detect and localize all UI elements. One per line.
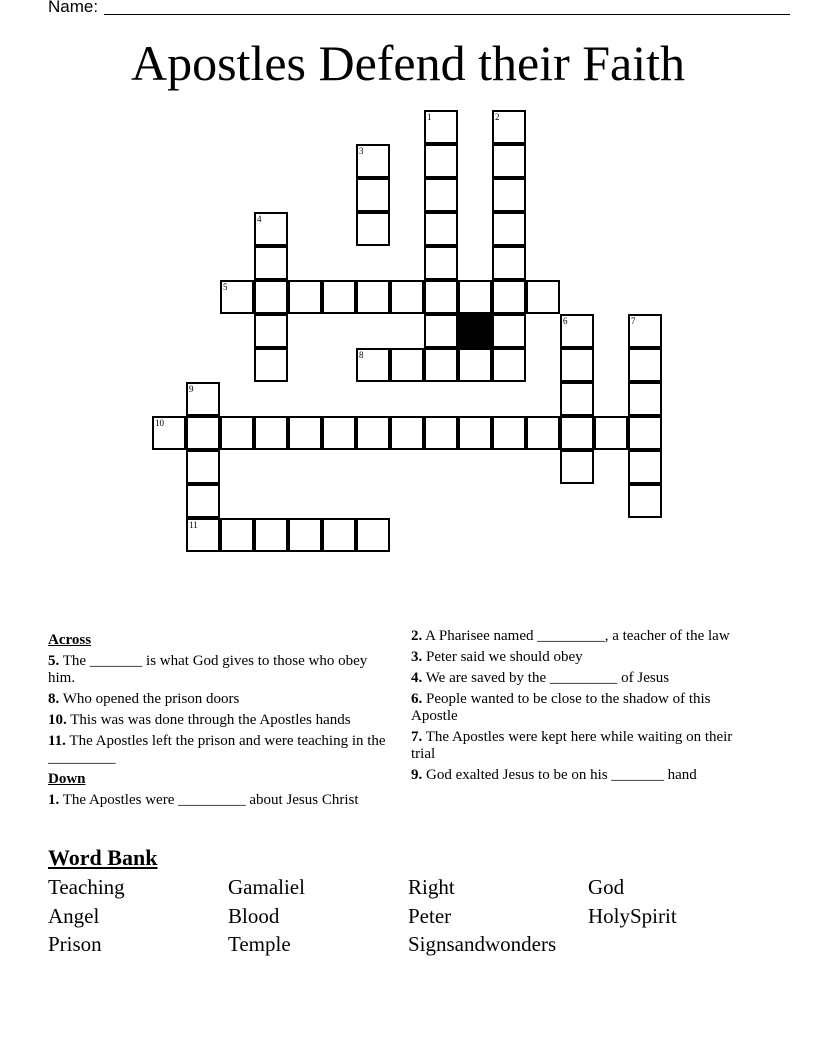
clue-number: 7 [631, 316, 636, 326]
clue-item [48, 733, 393, 767]
word-bank-item: Teaching [48, 875, 125, 899]
crossword-cell[interactable] [220, 416, 254, 450]
crossword-cell[interactable] [288, 280, 322, 314]
crossword-cell[interactable] [390, 416, 424, 450]
crossword-cell-6[interactable] [560, 314, 594, 348]
crossword-cell-8[interactable] [356, 348, 390, 382]
clue-text: A Pharisee named _________, a teacher of the law [422, 628, 730, 644]
crossword-cell[interactable] [254, 314, 288, 348]
crossword-cell[interactable] [424, 144, 458, 178]
clue-number-label: 10. [48, 712, 67, 728]
clue-number-label: 3. [411, 649, 423, 665]
crossword-cell[interactable] [288, 416, 322, 450]
clue-item [411, 649, 756, 666]
crossword-cell[interactable] [424, 314, 458, 348]
clue-item [48, 792, 393, 809]
crossword-cell[interactable] [390, 348, 424, 382]
crossword-cell[interactable] [322, 280, 356, 314]
clue-item [48, 653, 393, 687]
crossword-cell[interactable] [424, 246, 458, 280]
crossword-cell[interactable] [560, 382, 594, 416]
crossword-cell[interactable] [458, 416, 492, 450]
down-clue-list [48, 792, 393, 809]
clue-number: 8 [359, 350, 364, 360]
crossword-cell[interactable] [424, 212, 458, 246]
clue-text: This was was done through the Apostles hands [66, 712, 351, 728]
crossword-cell[interactable] [526, 280, 560, 314]
crossword-cell[interactable] [356, 518, 390, 552]
crossword-cell[interactable] [254, 416, 288, 450]
crossword-cell[interactable] [628, 382, 662, 416]
word-bank-item: Prison [48, 932, 102, 956]
crossword-cell-2[interactable] [492, 110, 526, 144]
clue-text: People wanted to be close to the shadow of this Apostle [411, 691, 711, 724]
clue-text: Peter said we should obey [422, 649, 583, 665]
clue-number-label: 4. [411, 670, 423, 686]
crossword-cell[interactable] [254, 246, 288, 280]
clue-number: 1 [427, 112, 432, 122]
across-clue-list [48, 653, 393, 767]
clues-column-left [48, 628, 393, 813]
crossword-cell[interactable] [288, 518, 322, 552]
crossword-cell[interactable] [492, 314, 526, 348]
name-label: Name: [48, 0, 99, 16]
crossword-cell[interactable] [492, 280, 526, 314]
crossword-cell[interactable] [492, 348, 526, 382]
crossword-cell[interactable] [424, 348, 458, 382]
crossword-cell[interactable] [390, 280, 424, 314]
crossword-cell[interactable] [356, 178, 390, 212]
clue-number-label: 11. [48, 733, 66, 749]
crossword-cell[interactable] [254, 280, 288, 314]
crossword-cell[interactable] [628, 348, 662, 382]
crossword-cell[interactable] [492, 246, 526, 280]
clue-item [411, 670, 756, 687]
word-bank-item: Angel [48, 903, 100, 928]
crossword-cell-7[interactable] [628, 314, 662, 348]
clue-number: 4 [257, 214, 262, 224]
crossword-cell-5[interactable] [220, 280, 254, 314]
crossword-cell-11[interactable] [186, 518, 220, 552]
crossword-cell[interactable] [594, 416, 628, 450]
crossword-cell[interactable] [628, 484, 662, 518]
clue-number: 6 [563, 316, 568, 326]
crossword-cell[interactable] [254, 348, 288, 382]
clue-number-label: 1. [48, 792, 60, 808]
clue-number: 3 [359, 146, 364, 156]
clue-number-label: 6. [411, 691, 423, 707]
crossword-cell[interactable] [424, 280, 458, 314]
clue-item [48, 691, 393, 708]
crossword-cell[interactable] [492, 144, 526, 178]
crossword-cell-3[interactable] [356, 144, 390, 178]
crossword-cell[interactable] [458, 348, 492, 382]
crossword-cell[interactable] [322, 416, 356, 450]
clue-number-label: 2. [411, 628, 423, 644]
clue-number-label: 7. [411, 729, 423, 745]
clue-text: We are saved by the _________ of Jesus [422, 670, 670, 686]
word-bank-item: Right [408, 875, 455, 899]
crossword-cell-1[interactable] [424, 110, 458, 144]
crossword-cell[interactable] [492, 416, 526, 450]
clue-item [411, 729, 756, 763]
word-bank-item: Signsandwonders [408, 932, 557, 956]
word-bank-item: Peter [408, 903, 452, 928]
crossword-cell[interactable] [424, 178, 458, 212]
crossword-cell-10[interactable] [152, 416, 186, 450]
crossword-cell[interactable] [220, 518, 254, 552]
clue-text: The Apostles were _________ about Jesus Christ [59, 792, 359, 808]
crossword-cell[interactable] [526, 416, 560, 450]
clue-number: 11 [189, 520, 198, 530]
crossword-cell-9[interactable] [186, 382, 220, 416]
clue-number-label: 5. [48, 653, 60, 669]
clue-number: 10 [155, 418, 164, 428]
crossword-cell[interactable] [628, 450, 662, 484]
crossword-cell[interactable] [322, 518, 356, 552]
down-heading: Down [48, 771, 86, 787]
clue-number: 9 [189, 384, 194, 394]
clue-number: 5 [223, 282, 228, 292]
crossword-cell[interactable] [356, 416, 390, 450]
clue-item [411, 767, 756, 784]
clue-item [411, 628, 756, 645]
crossword-block [458, 314, 492, 348]
page-title: Apostles Defend their Faith [130, 35, 686, 91]
crossword-cell[interactable] [356, 212, 390, 246]
clue-text: The _______ is what God gives to those who obey him. [48, 653, 368, 686]
crossword-cell-4[interactable] [254, 212, 288, 246]
across-heading: Across [48, 632, 92, 648]
word-bank-item: Gamaliel [228, 875, 305, 899]
word-bank-title: Word Bank [48, 845, 158, 870]
crossword-cell[interactable] [628, 416, 662, 450]
clue-item [48, 712, 393, 729]
crossword-cell[interactable] [492, 212, 526, 246]
crossword-cell[interactable] [186, 416, 220, 450]
crossword-cell[interactable] [186, 450, 220, 484]
crossword-cell[interactable] [492, 178, 526, 212]
word-bank-item: HolySpirit [588, 903, 677, 928]
crossword-cell[interactable] [560, 348, 594, 382]
clue-text: The Apostles were kept here while waiting on their trial [411, 729, 733, 762]
clue-item [411, 691, 756, 725]
crossword-cell[interactable] [560, 416, 594, 450]
clue-text: The Apostles left the prison and were teaching in the _________ [48, 733, 386, 766]
clues-column-right [411, 628, 756, 788]
word-bank [48, 873, 768, 959]
word-bank-item: Temple [228, 932, 291, 956]
crossword-cell[interactable] [458, 280, 492, 314]
crossword-cell[interactable] [424, 416, 458, 450]
crossword-cell[interactable] [560, 450, 594, 484]
clue-text: Who opened the prison doors [59, 691, 240, 707]
clue-number: 2 [495, 112, 500, 122]
crossword-cell[interactable] [186, 484, 220, 518]
crossword-cell[interactable] [356, 280, 390, 314]
clue-text: God exalted Jesus to be on his _______ hand [422, 767, 697, 783]
word-bank-item: Blood [228, 903, 280, 928]
crossword-cell[interactable] [254, 518, 288, 552]
clue-number-label: 9. [411, 767, 423, 783]
down-clue-list-continued [411, 628, 756, 784]
clue-number-label: 8. [48, 691, 60, 707]
word-bank-item: God [588, 875, 625, 899]
